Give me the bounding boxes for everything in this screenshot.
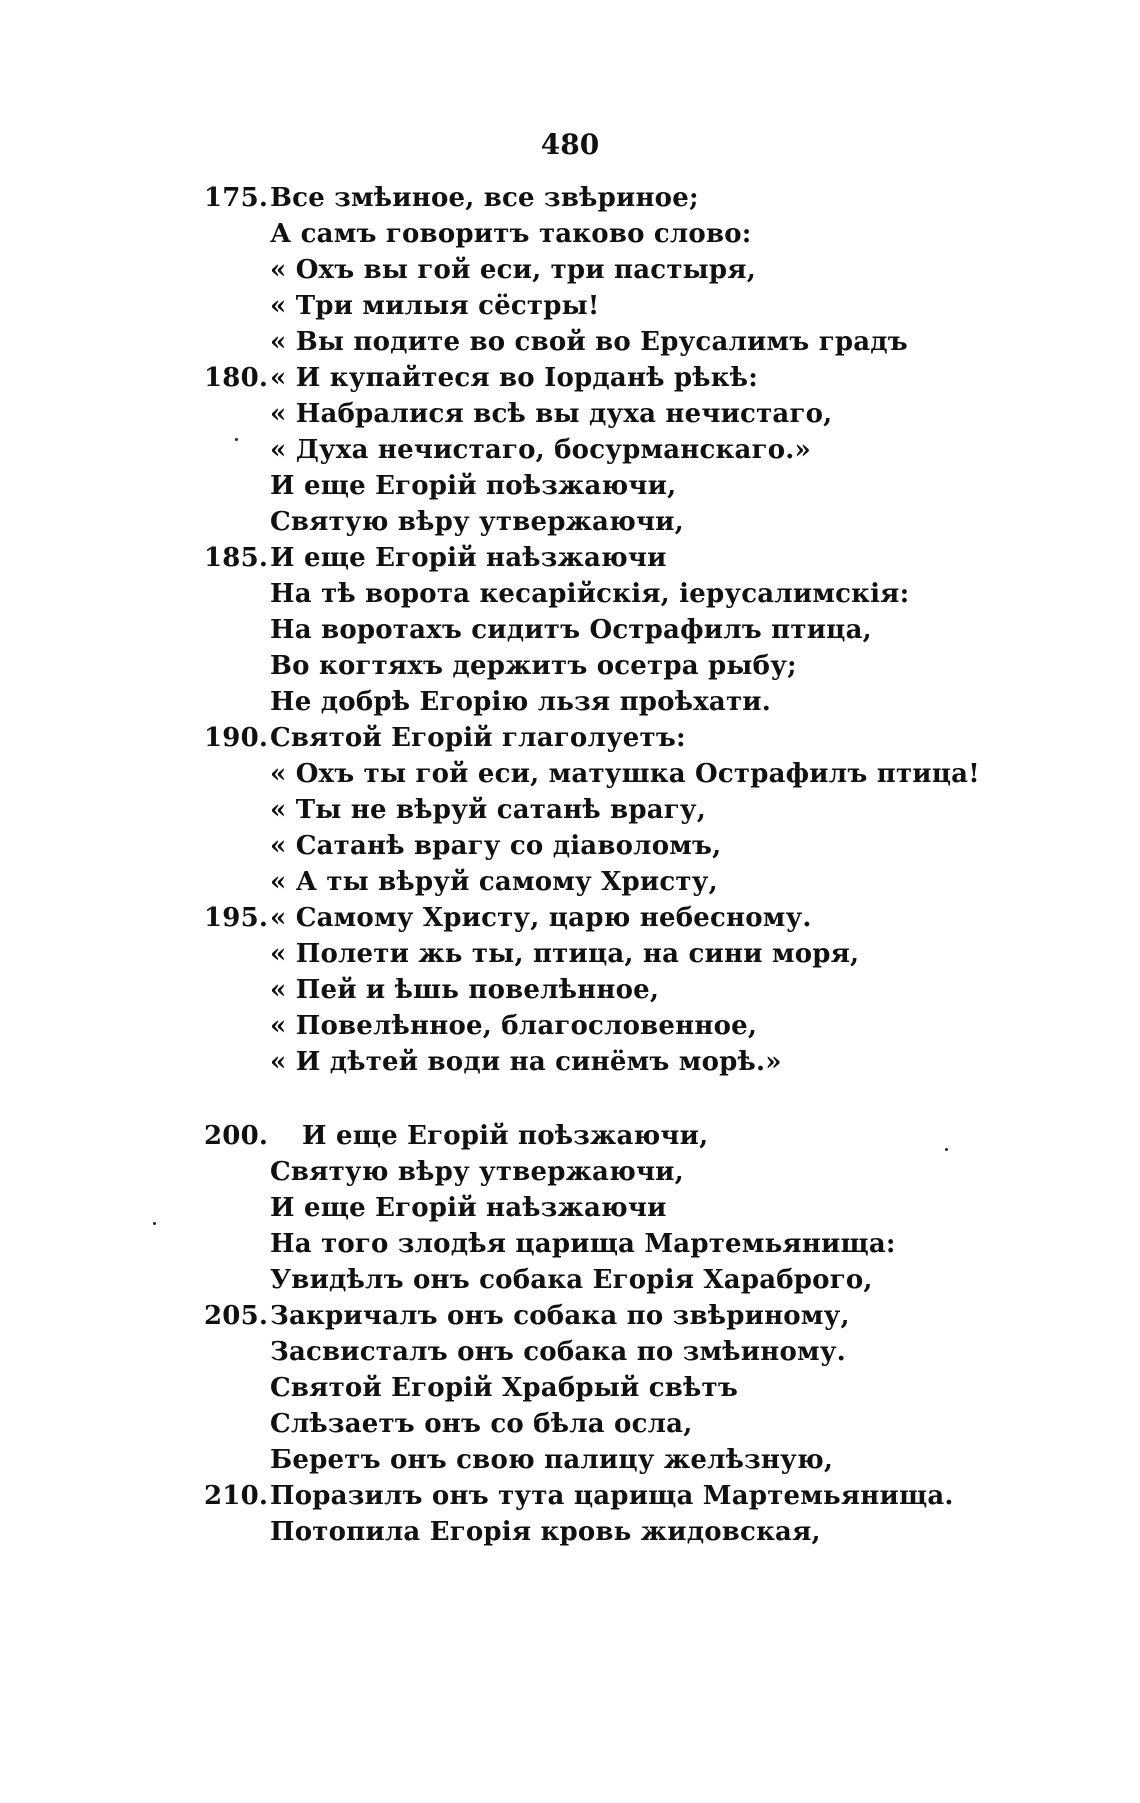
verse-text: Закричалъ онъ собака по звѣриному, bbox=[270, 1301, 850, 1331]
verse-text: « Повелѣнное, благословенное, bbox=[270, 1011, 758, 1041]
verse-text: Святой Егорій Храбрый свѣтъ bbox=[270, 1373, 738, 1403]
verse-line bbox=[204, 252, 1104, 288]
verse-text: « Пей и ѣшь повелѣнное, bbox=[270, 975, 660, 1005]
verse-text: Потопила Егорія кровь жидовская, bbox=[270, 1517, 821, 1547]
verse-line bbox=[204, 1118, 1104, 1154]
verse-line bbox=[204, 1514, 1104, 1550]
verse-text: И еще Егорій поѣзжаючи, bbox=[270, 471, 677, 501]
verse-line bbox=[204, 1406, 1104, 1442]
verse-text: И еще Егорій наѣзжаючи bbox=[270, 1193, 667, 1223]
verse-line bbox=[204, 432, 1104, 468]
verse-line bbox=[204, 1298, 1104, 1334]
verse-text: Святой Егорій глаголуетъ: bbox=[270, 723, 686, 753]
verse-line bbox=[204, 720, 1104, 756]
verse-text: « Самому Христу, царю небесному. bbox=[270, 903, 812, 933]
verse-text: « Духа нечистаго, босурманскаго.» bbox=[270, 435, 811, 465]
verse-text: « Вы подите во свой во Ерусалимъ градъ bbox=[270, 327, 908, 357]
verse-text: Увидѣлъ онъ собака Егорія Хараброго, bbox=[270, 1265, 873, 1295]
verse-line bbox=[204, 828, 1104, 864]
print-speck bbox=[235, 438, 238, 441]
verse-text: « Набралися всѣ вы духа нечистаго, bbox=[270, 399, 833, 429]
verse-line bbox=[204, 756, 1104, 792]
verse-text: На тѣ ворота кесарійскія, іерусалимскія: bbox=[270, 579, 910, 609]
verse-line bbox=[204, 612, 1104, 648]
verse-line bbox=[204, 1044, 1104, 1080]
verse-line bbox=[204, 468, 1104, 504]
verse-line bbox=[204, 972, 1104, 1008]
verse-line bbox=[204, 1334, 1104, 1370]
line-number: 175. bbox=[204, 183, 269, 213]
verse-line bbox=[204, 1442, 1104, 1478]
stanza-1 bbox=[204, 180, 1104, 1080]
verse-text: « И купайтеся во Іорданѣ рѣкѣ: bbox=[270, 363, 759, 393]
verse-text: Святую вѣру утвержаючи, bbox=[270, 507, 684, 537]
verse-text: « Полети жь ты, птица, на сини моря, bbox=[270, 939, 860, 969]
print-speck bbox=[945, 1148, 948, 1151]
line-number: 195. bbox=[204, 903, 269, 933]
verse-line bbox=[204, 576, 1104, 612]
verse-line bbox=[204, 1370, 1104, 1406]
verse-text: « Сатанѣ врагу со діаволомъ, bbox=[270, 831, 722, 861]
verse-text: Засвисталъ онъ собака по змѣиному. bbox=[270, 1337, 846, 1367]
verse-text: « Охъ ты гой еси, матушка Острафилъ птица! bbox=[270, 759, 980, 789]
verse-line bbox=[204, 180, 1104, 216]
verse-text: « И дѣтей води на синёмъ морѣ.» bbox=[270, 1047, 782, 1077]
verse-text: Беретъ онъ свою палицу желѣзную, bbox=[270, 1445, 834, 1475]
line-number: 180. bbox=[204, 363, 269, 393]
verse-line bbox=[204, 1154, 1104, 1190]
line-number: 205. bbox=[204, 1301, 269, 1331]
verse-text: Поразилъ онъ тута царища Мартемьянища. bbox=[270, 1481, 954, 1511]
verse-line bbox=[204, 360, 1104, 396]
verse-text: « Три милыя сёстры! bbox=[270, 291, 600, 321]
page-number: 480 bbox=[540, 128, 600, 161]
stanza-2 bbox=[204, 1118, 1104, 1550]
verse-text: Не добрѣ Егорію льзя проѣхати. bbox=[270, 687, 772, 717]
verse-text: Все змѣиное, все звѣриное; bbox=[270, 183, 699, 213]
verse-line bbox=[204, 1226, 1104, 1262]
verse-line bbox=[204, 792, 1104, 828]
line-number: 200. bbox=[204, 1121, 269, 1151]
line-number: 210. bbox=[204, 1481, 269, 1511]
line-number: 185. bbox=[204, 543, 269, 573]
verse-text: Слѣзаетъ онъ со бѣла осла, bbox=[270, 1409, 693, 1439]
verse-text: И еще Егорій поѣзжаючи, bbox=[302, 1121, 709, 1151]
verse-line bbox=[204, 1478, 1104, 1514]
verse-line bbox=[204, 288, 1104, 324]
print-speck bbox=[153, 1222, 156, 1225]
verse-text: Во когтяхъ держитъ осетра рыбу; bbox=[270, 651, 797, 681]
verse-text: На того злодѣя царища Мартемьянища: bbox=[270, 1229, 896, 1259]
verse-line bbox=[204, 1262, 1104, 1298]
verse-line bbox=[204, 540, 1104, 576]
verse-text: « Ты не вѣруй сатанѣ врагу, bbox=[270, 795, 707, 825]
verse-line bbox=[204, 684, 1104, 720]
verse-text: А самъ говоритъ таково слово: bbox=[270, 219, 752, 249]
verse-line bbox=[204, 900, 1104, 936]
verse-text: И еще Егорій наѣзжаючи bbox=[270, 543, 667, 573]
verse-text: На воротахъ сидитъ Острафилъ птица, bbox=[270, 615, 872, 645]
verse-line bbox=[204, 324, 1104, 360]
verse-text: « Охъ вы гой еси, три пастыря, bbox=[270, 255, 756, 285]
verse-line bbox=[204, 864, 1104, 900]
verse-line bbox=[204, 1008, 1104, 1044]
verse-line bbox=[204, 504, 1104, 540]
verse-line bbox=[204, 648, 1104, 684]
line-number: 190. bbox=[204, 723, 269, 753]
verse-text: Святую вѣру утвержаючи, bbox=[270, 1157, 684, 1187]
verse-line bbox=[204, 216, 1104, 252]
verse-line bbox=[204, 1190, 1104, 1226]
verse-line bbox=[204, 936, 1104, 972]
verse-line bbox=[204, 396, 1104, 432]
verse-text: « А ты вѣруй самому Христу, bbox=[270, 867, 718, 897]
